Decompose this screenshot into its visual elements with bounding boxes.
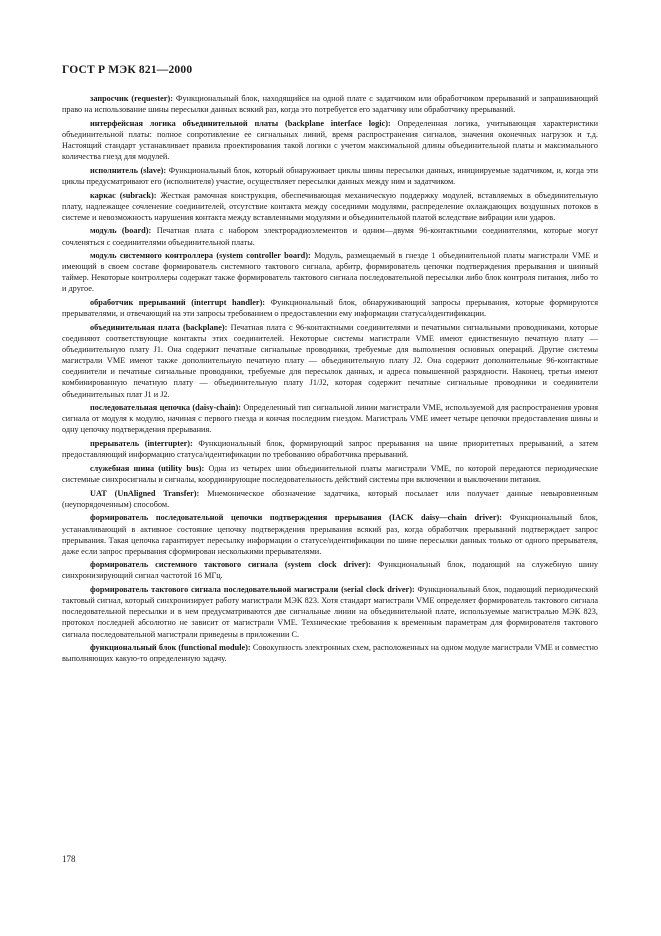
- definition-term: функциональный блок (functional module):: [90, 643, 251, 653]
- definition-text: Мнемоническое обозначение задатчика, который посылает или получает данные невыровненным (неупорядоченным) способом.: [62, 488, 598, 509]
- definition-entry: [62, 584, 598, 639]
- definition-term: служебная шина (utility bus):: [90, 463, 205, 473]
- definition-term: модуль (board):: [90, 226, 152, 236]
- definition-entry: [62, 642, 598, 664]
- definition-term: интерфейсная логика объединительной платы (backplane interface logic):: [90, 118, 391, 128]
- definition-entry: [62, 118, 598, 162]
- definition-term: запросчик (requester):: [90, 94, 173, 103]
- definition-term: модуль системного контроллера (system controller board):: [90, 251, 311, 261]
- definition-text: Жесткая рамочная конструкция, обеспечивающая механическую поддержку модулей, вставляемых в объединительную плату, надлежащее сочленение соединителей, отсутствие контакта между соседними модулями, распределение охлаждающих воздушных потоков в системе и невозможность нарушения контакта между вставленными модулями и объединительной платой вследствие вибрации или ударов.: [62, 190, 598, 222]
- definition-entry: [62, 93, 598, 115]
- definition-entry: [62, 463, 598, 485]
- definition-text: Функциональный блок, обнаруживающий запросы прерывания, которые формируются прерывателями, и отвечающий на эти запросы требованием о предоставлении ему информации статуса/идентификации.: [62, 298, 598, 319]
- definition-entry: [62, 225, 598, 247]
- definition-text: Определенная логика, учитывающая характеристики объединительной платы: полное сопротивление ее сигнальных линий, время распространения сигналов, значения оконечных нагрузок и т.д. Настоящий стандарт устанавливает правила проектирования такой логики с учетом максимальной длины объединительной платы и максимального количества гнезд для модулей.: [62, 118, 598, 162]
- definition-text: Функциональный блок, подающий на служебную шину синхронизирующий сигнал частотой 16 МГц.: [62, 560, 598, 581]
- definition-term: формирователь тактового сигнала последовательной магистрали (serial clock driver):: [90, 585, 415, 595]
- definition-text: Функциональный блок, устанавливающий в активное состояние цепочку подтверждения прерывания всякий раз, когда обработчик прерываний подтверждает запрос прерывания. Такая цепочка гарантирует пересылку информации о статусе/идентификации по шине пересылки данных только от одного прерывателя, даже если запрос прерывания сформирован несколькими прерывателями.: [62, 513, 598, 556]
- page-number: 178: [62, 854, 76, 864]
- definition-entry: [62, 438, 598, 460]
- definition-text: Одна из четырех шин объединительной платы магистрали VME, по которой передаются периодические системные синхросигналы и сигналы, координирующие последовательность действий системы при включении и выключении питания.: [62, 463, 598, 484]
- definition-text: Печатная плата с набором электрорадиоэлементов и одним—двумя 96-контактными соединителями, которые могут сочленяться с соединителями объединительной платы.: [62, 226, 598, 247]
- definition-text: Печатная плата с 96-контактными соединителями и печатными сигнальными проводниками, которые соединяют соответствующие контакты этих соединителей. Некоторые системы магистрали VME имеют единственную печатную плату — объединительную плату J1. Она содержит печатные сигнальные проводники, требуемые для выполнения основных операций. Другие системы магистрали VME имеют также дополнительную печатную плату — объединительную плату J2. Она содержит дополнительные 96-контактные соединители и печатные сигнальные проводники, требуемые для пересылок данных, и адреса повышенной разрядности. Наконец, третьи имеют комбинированную печатную плату — объединительную плату J1/J2, которая содержит печатные сигнальные проводники и соединители объединительных плат J1 и J2.: [62, 322, 598, 399]
- definition-entry: [62, 322, 598, 400]
- definition-text: Совокупность электронных схем, расположенных на одном модуле магистрали VME и совместно выполняющих какую-то определенную задачу.: [62, 643, 598, 664]
- definitions-list: [62, 93, 598, 667]
- definition-term: обработчик прерываний (interrupt handler):: [90, 298, 266, 308]
- definition-entry: [62, 190, 598, 223]
- definition-term: последовательная цепочка (daisy-chain):: [90, 403, 241, 413]
- definition-text: Функциональный блок, находящийся на одной плате с задатчиком или обработчиком прерываний и запрашивающий право на использование шины пересылки данных всякий раз, когда это потребуется его задатчику или обработчику прерываний.: [62, 94, 598, 115]
- definition-term: исполнитель (slave):: [90, 165, 167, 175]
- definition-text: Определенный тип сигнальной линии магистрали VME, используемой для распространения уровня сигнала от модуля к модулю, начиная с первого гнезда и кончая последним гнездом. Магистраль VME имеет четыре цепочки предоставления шины и одну цепочку подтверждения прерывания.: [62, 403, 598, 435]
- definition-term: формирователь системного тактового сигнала (system clock driver):: [90, 560, 371, 570]
- definition-text: Модуль, размещаемый в гнезде 1 объединительной платы магистрали VME и имеющий в своем составе формирователь системного тактового сигнала, арбитр, формирователь цепочки подтверждения прерывания и шинный таймер. Некоторые контроллеры содержат также формирователь тактового сигнала последовательной пересылки либо блок контроля питания, либо то и другое.: [62, 251, 598, 294]
- definition-term: объединительная плата (backplane):: [90, 322, 228, 332]
- definition-term: UAT (UnAligned Transfer):: [90, 488, 200, 498]
- definition-term: каркас (subrack):: [90, 190, 157, 200]
- definition-entry: [62, 297, 598, 319]
- definition-entry: [62, 512, 598, 556]
- definition-text: Функциональный блок, формирующий запрос прерывания на шине приоритетных прерываний, а затем предоставляющий информацию статуса/идентификации по требованию обработчика прерываний.: [62, 439, 598, 460]
- definition-term: формирователь последовательной цепочки подтверждения прерывания (IACK daisy—chain driver):: [90, 513, 502, 523]
- definition-term: прерыватель (interrupter):: [90, 439, 193, 449]
- standard-header: ГОСТ Р МЭК 821—2000: [62, 64, 193, 76]
- definition-text: Функциональный блок, который обнаруживает циклы шины пересылки данных, инициируемые задатчиком, и, когда эти циклы предусматривают его (исполнителя) участие, осуществляет пересылки данных между ним и задатчиком.: [62, 165, 598, 186]
- definition-entry: [62, 250, 598, 294]
- definition-entry: [62, 165, 598, 187]
- definition-entry: [62, 488, 598, 510]
- definition-text: Функциональный блок, подающий периодический тактовый сигнал, который синхронизирует работу магистрали МЭК 823. Хотя стандарт магистрали VME определяет формирователь тактового сигнала последовательной пересылки и в нем предусматриваются две сигнальные линии на объединительной плате, используемые магистралью МЭК 823, протокол последней абсолютно не зависит от магистрали VME. Технические требования к временным параметрам для формирователя тактового сигнала последовательной магистрали приведены в приложении C.: [62, 585, 598, 639]
- definition-entry: [62, 559, 598, 581]
- definition-entry: [62, 402, 598, 435]
